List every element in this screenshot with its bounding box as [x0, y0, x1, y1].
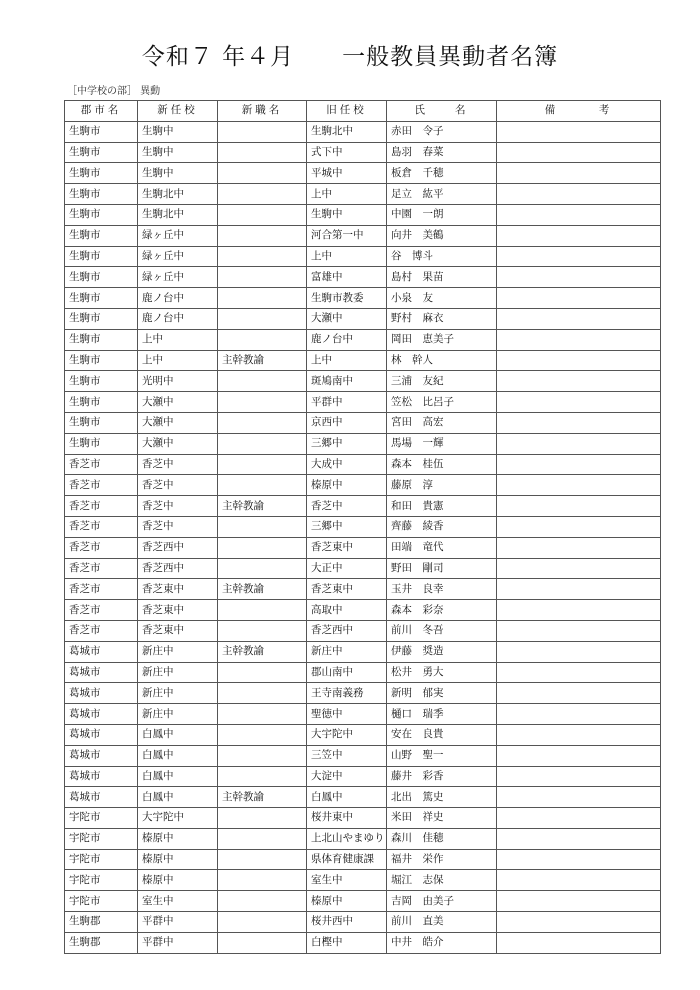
- cell-name: 樋口 瑞季: [387, 704, 497, 725]
- cell-old-school: 式下中: [307, 142, 387, 163]
- cell-city: 香芝市: [65, 516, 138, 537]
- cell-old-school: 三郷中: [307, 433, 387, 454]
- cell-new-school: 白鳳中: [138, 724, 218, 745]
- cell-name: 林 幹人: [387, 350, 497, 371]
- cell-remarks: [497, 641, 661, 662]
- table-row: [65, 371, 661, 392]
- cell-new-position: [218, 392, 307, 413]
- cell-remarks: [497, 246, 661, 267]
- cell-remarks: [497, 662, 661, 683]
- cell-remarks: [497, 537, 661, 558]
- table-row: [65, 496, 661, 517]
- cell-new-school: 緑ヶ丘中: [138, 267, 218, 288]
- cell-city: 生駒市: [65, 308, 138, 329]
- table-row: [65, 808, 661, 829]
- table-row: [65, 246, 661, 267]
- cell-remarks: [497, 142, 661, 163]
- cell-name: 山野 聖一: [387, 745, 497, 766]
- cell-name: 安在 良貴: [387, 724, 497, 745]
- cell-name: 森本 彩奈: [387, 600, 497, 621]
- table-row: [65, 516, 661, 537]
- cell-remarks: [497, 350, 661, 371]
- cell-name: 島村 果苗: [387, 267, 497, 288]
- cell-city: 生駒郡: [65, 912, 138, 933]
- cell-new-school: 香芝中: [138, 475, 218, 496]
- cell-old-school: 桜井東中: [307, 808, 387, 829]
- cell-old-school: 大成中: [307, 454, 387, 475]
- cell-city: 葛城市: [65, 745, 138, 766]
- cell-remarks: [497, 454, 661, 475]
- table-row: [65, 828, 661, 849]
- cell-new-position: [218, 163, 307, 184]
- cell-new-position: [218, 891, 307, 912]
- table-row: [65, 662, 661, 683]
- table-row: [65, 537, 661, 558]
- cell-new-position: [218, 329, 307, 350]
- cell-remarks: [497, 600, 661, 621]
- header-new-position: 新職名: [218, 101, 307, 122]
- cell-new-school: 香芝東中: [138, 579, 218, 600]
- table-row: [65, 912, 661, 933]
- cell-remarks: [497, 308, 661, 329]
- cell-new-position: 主幹教諭: [218, 641, 307, 662]
- cell-old-school: 大瀬中: [307, 308, 387, 329]
- cell-old-school: 県体育健康課: [307, 849, 387, 870]
- cell-city: 葛城市: [65, 704, 138, 725]
- cell-name: 藤井 彩香: [387, 766, 497, 787]
- cell-new-school: 榛原中: [138, 870, 218, 891]
- cell-city: 葛城市: [65, 641, 138, 662]
- table-row: [65, 620, 661, 641]
- cell-remarks: [497, 808, 661, 829]
- cell-new-position: [218, 288, 307, 309]
- table-row: [65, 600, 661, 621]
- cell-new-position: [218, 121, 307, 142]
- cell-old-school: 聖徳中: [307, 704, 387, 725]
- cell-new-school: 上中: [138, 350, 218, 371]
- cell-old-school: 上北山やまゆり: [307, 828, 387, 849]
- table-row: [65, 392, 661, 413]
- cell-city: 宇陀市: [65, 849, 138, 870]
- cell-city: 生駒市: [65, 392, 138, 413]
- table-row: [65, 932, 661, 953]
- cell-old-school: 京西中: [307, 412, 387, 433]
- cell-new-school: 香芝西中: [138, 558, 218, 579]
- cell-city: 生駒市: [65, 121, 138, 142]
- cell-old-school: 白鳳中: [307, 787, 387, 808]
- cell-remarks: [497, 225, 661, 246]
- cell-new-school: 生駒北中: [138, 184, 218, 205]
- table-row: [65, 204, 661, 225]
- cell-remarks: [497, 870, 661, 891]
- cell-name: 吉岡 由美子: [387, 891, 497, 912]
- cell-city: 生駒市: [65, 246, 138, 267]
- table-row: [65, 142, 661, 163]
- cell-new-position: [218, 912, 307, 933]
- table-header-row: [65, 101, 661, 122]
- cell-new-position: [218, 267, 307, 288]
- cell-city: 生駒市: [65, 288, 138, 309]
- header-old-school: 旧任校: [307, 101, 387, 122]
- cell-old-school: 生駒北中: [307, 121, 387, 142]
- table-row: [65, 683, 661, 704]
- cell-old-school: 平群中: [307, 392, 387, 413]
- cell-name: 笠松 比呂子: [387, 392, 497, 413]
- cell-city: 生駒市: [65, 433, 138, 454]
- cell-remarks: [497, 329, 661, 350]
- cell-remarks: [497, 288, 661, 309]
- cell-new-position: [218, 246, 307, 267]
- table-row: [65, 641, 661, 662]
- cell-city: 宇陀市: [65, 808, 138, 829]
- cell-old-school: 鹿ノ台中: [307, 329, 387, 350]
- page-title: 令和７ 年４月 一般教員異動者名簿: [141, 44, 559, 70]
- cell-remarks: [497, 745, 661, 766]
- cell-remarks: [497, 932, 661, 953]
- cell-new-position: [218, 662, 307, 683]
- cell-new-school: 香芝中: [138, 496, 218, 517]
- table-row: [65, 704, 661, 725]
- cell-new-school: 新庄中: [138, 683, 218, 704]
- cell-remarks: [497, 412, 661, 433]
- cell-name: 森川 佳穂: [387, 828, 497, 849]
- cell-new-school: 緑ヶ丘中: [138, 246, 218, 267]
- cell-name: 新明 郁実: [387, 683, 497, 704]
- cell-new-position: [218, 308, 307, 329]
- table-row: [65, 350, 661, 371]
- cell-new-school: 光明中: [138, 371, 218, 392]
- header-name: 氏 名: [387, 101, 497, 122]
- cell-remarks: [497, 828, 661, 849]
- cell-new-position: [218, 184, 307, 205]
- cell-name: 岡田 恵美子: [387, 329, 497, 350]
- cell-remarks: [497, 184, 661, 205]
- cell-new-school: 新庄中: [138, 662, 218, 683]
- header-city: 郡市名: [65, 101, 138, 122]
- cell-old-school: 王寺南義務: [307, 683, 387, 704]
- cell-city: 香芝市: [65, 579, 138, 600]
- cell-name: 堀江 志保: [387, 870, 497, 891]
- cell-city: 生駒郡: [65, 932, 138, 953]
- cell-remarks: [497, 121, 661, 142]
- cell-city: 生駒市: [65, 184, 138, 205]
- cell-new-position: [218, 683, 307, 704]
- cell-city: 香芝市: [65, 454, 138, 475]
- cell-old-school: 白樫中: [307, 932, 387, 953]
- cell-new-position: [218, 828, 307, 849]
- table-row: [65, 787, 661, 808]
- table-row: [65, 412, 661, 433]
- cell-name: 馬場 一輝: [387, 433, 497, 454]
- cell-city: 香芝市: [65, 496, 138, 517]
- cell-old-school: 榛原中: [307, 475, 387, 496]
- cell-new-school: 榛原中: [138, 849, 218, 870]
- cell-new-position: [218, 537, 307, 558]
- cell-name: 北出 篤史: [387, 787, 497, 808]
- cell-new-school: 新庄中: [138, 641, 218, 662]
- cell-remarks: [497, 516, 661, 537]
- cell-new-position: [218, 600, 307, 621]
- cell-new-school: 香芝東中: [138, 620, 218, 641]
- cell-old-school: 斑鳩南中: [307, 371, 387, 392]
- transfer-roster-table: [64, 100, 661, 954]
- cell-remarks: [497, 371, 661, 392]
- cell-old-school: 室生中: [307, 870, 387, 891]
- cell-new-school: 室生中: [138, 891, 218, 912]
- cell-new-school: 生駒中: [138, 121, 218, 142]
- cell-remarks: [497, 787, 661, 808]
- cell-old-school: 生駒中: [307, 204, 387, 225]
- cell-new-position: 主幹教諭: [218, 787, 307, 808]
- cell-city: 生駒市: [65, 412, 138, 433]
- cell-remarks: [497, 849, 661, 870]
- cell-old-school: 富雄中: [307, 267, 387, 288]
- cell-name: 松井 勇大: [387, 662, 497, 683]
- cell-new-school: 大瀬中: [138, 433, 218, 454]
- cell-name: 小泉 友: [387, 288, 497, 309]
- cell-new-position: [218, 433, 307, 454]
- table-row: [65, 184, 661, 205]
- cell-new-position: 主幹教諭: [218, 350, 307, 371]
- cell-city: 香芝市: [65, 620, 138, 641]
- cell-name: 中井 皓介: [387, 932, 497, 953]
- cell-new-school: 平群中: [138, 912, 218, 933]
- cell-city: 生駒市: [65, 163, 138, 184]
- cell-new-position: [218, 142, 307, 163]
- cell-city: 葛城市: [65, 724, 138, 745]
- cell-remarks: [497, 558, 661, 579]
- cell-name: 赤田 令子: [387, 121, 497, 142]
- cell-remarks: [497, 163, 661, 184]
- cell-new-position: [218, 849, 307, 870]
- cell-name: 板倉 千穂: [387, 163, 497, 184]
- cell-old-school: 桜井西中: [307, 912, 387, 933]
- cell-city: 葛城市: [65, 662, 138, 683]
- cell-new-position: [218, 516, 307, 537]
- cell-old-school: 平城中: [307, 163, 387, 184]
- table-row: [65, 849, 661, 870]
- cell-old-school: 大淀中: [307, 766, 387, 787]
- cell-new-position: [218, 558, 307, 579]
- cell-remarks: [497, 204, 661, 225]
- cell-new-school: 白鳳中: [138, 787, 218, 808]
- cell-new-school: 新庄中: [138, 704, 218, 725]
- cell-new-school: 香芝中: [138, 454, 218, 475]
- cell-new-position: [218, 745, 307, 766]
- table-row: [65, 766, 661, 787]
- cell-name: 和田 貴憲: [387, 496, 497, 517]
- cell-name: 福井 栄作: [387, 849, 497, 870]
- table-body: [65, 121, 661, 953]
- cell-old-school: 河合第一中: [307, 225, 387, 246]
- cell-new-position: [218, 412, 307, 433]
- cell-old-school: 大正中: [307, 558, 387, 579]
- cell-city: 宇陀市: [65, 828, 138, 849]
- cell-new-school: 平群中: [138, 932, 218, 953]
- cell-old-school: 三笠中: [307, 745, 387, 766]
- cell-new-position: [218, 454, 307, 475]
- cell-city: 香芝市: [65, 475, 138, 496]
- cell-city: 葛城市: [65, 766, 138, 787]
- cell-new-position: 主幹教諭: [218, 496, 307, 517]
- cell-old-school: 香芝東中: [307, 579, 387, 600]
- cell-remarks: [497, 579, 661, 600]
- table-row: [65, 870, 661, 891]
- table-row: [65, 288, 661, 309]
- cell-new-position: [218, 766, 307, 787]
- table-row: [65, 724, 661, 745]
- table-row: [65, 475, 661, 496]
- cell-new-school: 鹿ノ台中: [138, 308, 218, 329]
- cell-city: 生駒市: [65, 142, 138, 163]
- cell-city: 葛城市: [65, 787, 138, 808]
- cell-remarks: [497, 496, 661, 517]
- cell-old-school: 生駒市教委: [307, 288, 387, 309]
- cell-remarks: [497, 704, 661, 725]
- cell-new-position: [218, 704, 307, 725]
- cell-new-school: 香芝中: [138, 516, 218, 537]
- cell-new-school: 大瀬中: [138, 392, 218, 413]
- cell-new-position: [218, 371, 307, 392]
- cell-name: 宮田 高宏: [387, 412, 497, 433]
- cell-old-school: 上中: [307, 246, 387, 267]
- cell-new-school: 榛原中: [138, 828, 218, 849]
- cell-new-school: 生駒中: [138, 163, 218, 184]
- cell-old-school: 郡山南中: [307, 662, 387, 683]
- cell-old-school: 香芝東中: [307, 537, 387, 558]
- cell-remarks: [497, 433, 661, 454]
- cell-remarks: [497, 724, 661, 745]
- cell-city: 生駒市: [65, 225, 138, 246]
- cell-city: 生駒市: [65, 329, 138, 350]
- cell-name: 藤原 淳: [387, 475, 497, 496]
- cell-name: 田端 竜代: [387, 537, 497, 558]
- cell-new-school: 緑ヶ丘中: [138, 225, 218, 246]
- cell-city: 生駒市: [65, 350, 138, 371]
- cell-city: 宇陀市: [65, 870, 138, 891]
- cell-city: 葛城市: [65, 683, 138, 704]
- cell-remarks: [497, 267, 661, 288]
- header-remarks: 備 考: [497, 101, 661, 122]
- cell-old-school: 上中: [307, 184, 387, 205]
- cell-new-school: 大瀬中: [138, 412, 218, 433]
- cell-name: 前川 冬吾: [387, 620, 497, 641]
- table-row: [65, 745, 661, 766]
- table-row: [65, 308, 661, 329]
- cell-new-school: 白鳳中: [138, 766, 218, 787]
- cell-new-position: [218, 620, 307, 641]
- cell-city: 生駒市: [65, 267, 138, 288]
- cell-name: 足立 紘平: [387, 184, 497, 205]
- table-row: [65, 163, 661, 184]
- cell-city: 宇陀市: [65, 891, 138, 912]
- cell-old-school: 香芝中: [307, 496, 387, 517]
- table-row: [65, 329, 661, 350]
- cell-new-position: [218, 870, 307, 891]
- cell-new-school: 生駒北中: [138, 204, 218, 225]
- cell-name: 中園 一朗: [387, 204, 497, 225]
- cell-new-school: 香芝東中: [138, 600, 218, 621]
- cell-old-school: 三郷中: [307, 516, 387, 537]
- cell-remarks: [497, 620, 661, 641]
- cell-name: 島羽 春菜: [387, 142, 497, 163]
- cell-new-position: [218, 475, 307, 496]
- cell-remarks: [497, 475, 661, 496]
- cell-remarks: [497, 392, 661, 413]
- cell-city: 香芝市: [65, 558, 138, 579]
- cell-city: 生駒市: [65, 204, 138, 225]
- cell-name: 向井 美鶴: [387, 225, 497, 246]
- cell-old-school: 大宇陀中: [307, 724, 387, 745]
- cell-new-position: [218, 932, 307, 953]
- cell-new-school: 生駒中: [138, 142, 218, 163]
- cell-old-school: 新庄中: [307, 641, 387, 662]
- cell-city: 香芝市: [65, 600, 138, 621]
- table-row: [65, 433, 661, 454]
- cell-city: 香芝市: [65, 537, 138, 558]
- cell-remarks: [497, 683, 661, 704]
- cell-old-school: 榛原中: [307, 891, 387, 912]
- cell-new-school: 大宇陀中: [138, 808, 218, 829]
- cell-name: 野田 剛司: [387, 558, 497, 579]
- table-row: [65, 267, 661, 288]
- cell-name: 三浦 友紀: [387, 371, 497, 392]
- cell-new-school: 香芝西中: [138, 537, 218, 558]
- cell-name: 森本 桂伍: [387, 454, 497, 475]
- cell-old-school: 高取中: [307, 600, 387, 621]
- cell-name: 伊藤 奨造: [387, 641, 497, 662]
- table-row: [65, 558, 661, 579]
- cell-old-school: 上中: [307, 350, 387, 371]
- table-row: [65, 225, 661, 246]
- cell-name: 齊藤 綾香: [387, 516, 497, 537]
- cell-new-position: 主幹教諭: [218, 579, 307, 600]
- table-row: [65, 121, 661, 142]
- table-row: [65, 891, 661, 912]
- cell-city: 生駒市: [65, 371, 138, 392]
- cell-name: 前川 直美: [387, 912, 497, 933]
- cell-remarks: [497, 891, 661, 912]
- cell-new-position: [218, 724, 307, 745]
- cell-new-position: [218, 225, 307, 246]
- table-row: [65, 579, 661, 600]
- header-new-school: 新任校: [138, 101, 218, 122]
- cell-remarks: [497, 766, 661, 787]
- cell-new-position: [218, 808, 307, 829]
- cell-name: 米田 祥史: [387, 808, 497, 829]
- section-label: ［中学校の部］ 異動: [67, 86, 161, 97]
- cell-name: 野村 麻衣: [387, 308, 497, 329]
- cell-new-school: 白鳳中: [138, 745, 218, 766]
- cell-remarks: [497, 912, 661, 933]
- cell-new-school: 鹿ノ台中: [138, 288, 218, 309]
- cell-name: 谷 博斗: [387, 246, 497, 267]
- cell-name: 玉井 良幸: [387, 579, 497, 600]
- cell-new-position: [218, 204, 307, 225]
- cell-old-school: 香芝西中: [307, 620, 387, 641]
- table-row: [65, 454, 661, 475]
- cell-new-school: 上中: [138, 329, 218, 350]
